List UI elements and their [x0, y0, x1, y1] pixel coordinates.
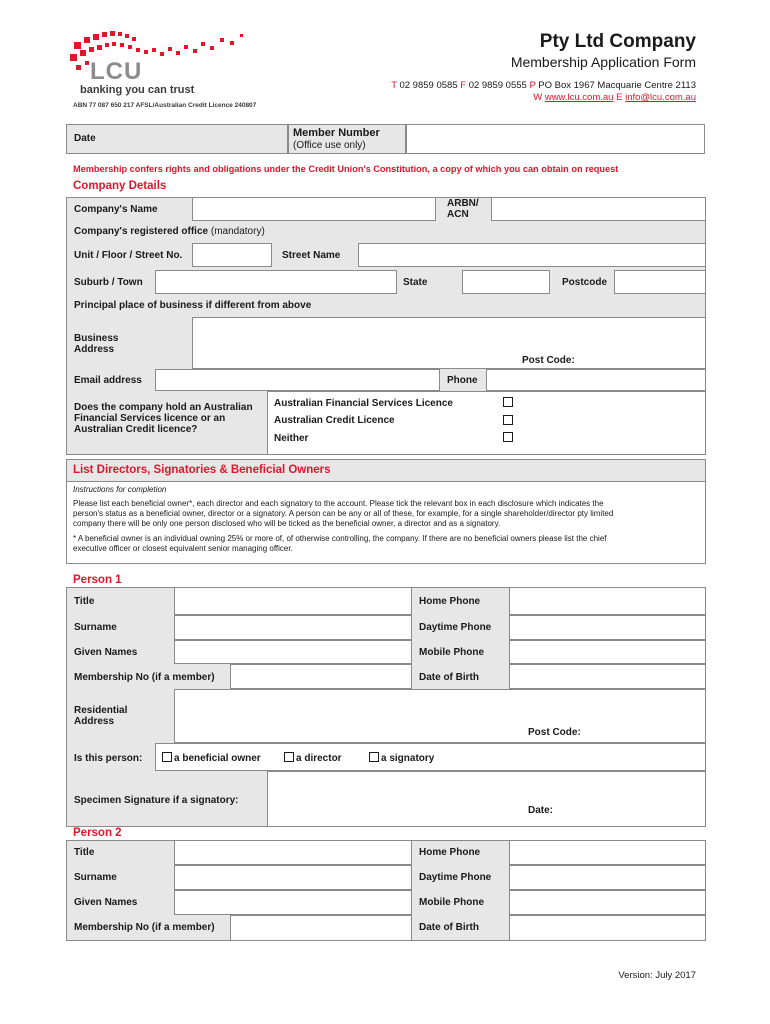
- p1-beneficial-owner-checkbox[interactable]: [162, 752, 172, 762]
- p1-daytime-phone-label: Daytime Phone: [419, 622, 492, 633]
- p2-membership-no-input[interactable]: [230, 915, 412, 941]
- beneficial-note-1: * A beneficial owner is an individual owning 25% or more of, of otherwise controlling, the company. If there are no beneficial owners please list the chief: [73, 534, 607, 543]
- f-label: F: [460, 80, 467, 91]
- email-input[interactable]: [155, 369, 440, 391]
- p1-signatory-checkbox[interactable]: [369, 752, 379, 762]
- company-name-label: Company's Name: [74, 204, 158, 215]
- p1-residential-label-2: Address: [74, 716, 115, 727]
- p1-director-checkbox[interactable]: [284, 752, 294, 762]
- email-link[interactable]: info@lcu.com.au: [625, 92, 696, 103]
- p2-dob-label: Date of Birth: [419, 922, 479, 933]
- postcode-label: Postcode: [562, 277, 608, 288]
- street-label: Street Name: [282, 250, 341, 261]
- licence-question-3: Australian Credit licence?: [74, 424, 198, 435]
- date-label-cell: [66, 124, 288, 154]
- email-label: Email address: [74, 375, 142, 386]
- option-neither-label: Neither: [274, 433, 309, 444]
- form-subtitle: Membership Application Form: [510, 54, 696, 70]
- tagline: banking you can trust: [80, 84, 195, 96]
- p1-given-names-label: Given Names: [74, 647, 138, 658]
- company-details-heading: Company Details: [73, 180, 167, 192]
- website-link[interactable]: www.lcu.com.au: [544, 92, 614, 103]
- postcode-input[interactable]: [614, 270, 706, 294]
- instructions-title: Instructions for completion: [73, 485, 167, 494]
- directors-heading: List Directors, Signatories & Beneficial Owners: [73, 464, 331, 476]
- arbn-label: ARBN/: [447, 198, 479, 209]
- p2-mobile-phone-label: Mobile Phone: [419, 897, 484, 908]
- contact-line-2: [533, 92, 696, 103]
- p1-mobile-phone-label: Mobile Phone: [419, 647, 484, 658]
- p1-daytime-phone-input[interactable]: [509, 615, 706, 640]
- instructions-line-1: Please list each beneficial owner*, each director and each signatory to the account. Please tick the relevant box in each disclosure which indicates the: [73, 499, 604, 508]
- member-number-input[interactable]: [406, 124, 705, 154]
- office-use-label: (Office use only): [293, 140, 366, 151]
- p2-mobile-phone-input[interactable]: [509, 890, 706, 915]
- p2-title-input[interactable]: [174, 840, 412, 865]
- p1-specimen-signature-label: Specimen Signature if a signatory:: [74, 795, 239, 806]
- street-input[interactable]: [358, 243, 706, 267]
- p1-home-phone-label: Home Phone: [419, 596, 481, 607]
- e-label: E: [616, 92, 623, 103]
- acn-label: ACN: [447, 209, 469, 220]
- p2-dob-input[interactable]: [509, 915, 706, 941]
- p2-daytime-phone-label: Daytime Phone: [419, 872, 492, 883]
- afsl-checkbox[interactable]: [503, 397, 513, 407]
- option-afsl-label: Australian Financial Services Licence: [274, 398, 453, 409]
- person-1-heading: Person 1: [73, 574, 122, 586]
- business-post-code-label: Post Code:: [522, 355, 575, 366]
- phone-label: Phone: [447, 375, 478, 386]
- p2-home-phone-input[interactable]: [509, 840, 706, 865]
- p1-post-code-label: Post Code:: [528, 727, 581, 738]
- suburb-input[interactable]: [155, 270, 397, 294]
- registered-office-label: [74, 226, 265, 237]
- postal-address: PO Box 1967 Macquarie Centre 2113: [538, 80, 696, 91]
- p2-membership-no-label: Membership No (if a member): [74, 922, 215, 933]
- p1-is-person-label: Is this person:: [74, 753, 143, 764]
- p1-mobile-phone-input[interactable]: [509, 640, 706, 664]
- p1-residential-label-1: Residential: [74, 705, 128, 716]
- p1-given-names-input[interactable]: [174, 640, 412, 664]
- p2-surname-input[interactable]: [174, 865, 412, 890]
- mandatory-text: (mandatory): [210, 226, 265, 237]
- phone-number: 02 9859 0585: [399, 80, 458, 91]
- p1-signatory-label: a signatory: [381, 753, 435, 764]
- licence-question-1: Does the company hold an Australian: [74, 402, 253, 413]
- logo-dots-icon: [60, 28, 250, 72]
- p1-membership-no-label: Membership No (if a member): [74, 672, 215, 683]
- instructions-line-3: company there will be only one person disclosed who will be ticked as the beneficial owner, a director and as a signatory.: [73, 519, 501, 528]
- licence-question-2: Financial Services licence or an: [74, 413, 226, 424]
- t-label: T: [391, 80, 397, 91]
- state-label: State: [403, 277, 428, 288]
- p1-surname-input[interactable]: [174, 615, 412, 640]
- abn-text: ABN 77 087 650 217 AFSL/Australian Credit Licence 240807: [73, 102, 257, 109]
- p-label: P: [529, 80, 536, 91]
- w-label: W: [533, 92, 543, 103]
- p1-home-phone-input[interactable]: [509, 587, 706, 615]
- membership-notice: Membership confers rights and obligations under the Credit Union's Constitution, a copy of which you can obtain on request: [73, 164, 619, 174]
- p1-surname-label: Surname: [74, 622, 117, 633]
- version-label: Version: July 2017: [618, 970, 696, 981]
- neither-checkbox[interactable]: [503, 432, 513, 442]
- unit-label: Unit / Floor / Street No.: [74, 250, 183, 261]
- beneficial-note-2: executive officer or closest equivalent senior managing officer.: [73, 544, 293, 553]
- logo-text: LCU: [90, 58, 143, 85]
- p1-signature-input[interactable]: [267, 771, 706, 827]
- p2-given-names-label: Given Names: [74, 897, 138, 908]
- p2-home-phone-label: Home Phone: [419, 847, 481, 858]
- p2-surname-label: Surname: [74, 872, 117, 883]
- date-label: Date: [74, 133, 96, 144]
- contact-line-1: [391, 80, 696, 91]
- p1-residential-address-input[interactable]: [174, 689, 706, 743]
- member-number-label: Member Number: [293, 127, 380, 139]
- p2-given-names-input[interactable]: [174, 890, 412, 915]
- p1-signature-date-label: Date:: [528, 805, 554, 816]
- suburb-label: Suburb / Town: [74, 277, 143, 288]
- acl-checkbox[interactable]: [503, 415, 513, 425]
- p1-title-label: Title: [74, 596, 95, 607]
- registered-office-text: Company's registered office: [74, 226, 209, 237]
- fax-number: 02 9859 0555: [468, 80, 527, 91]
- principal-place-label: Principal place of business if different from above: [74, 300, 312, 311]
- state-input[interactable]: [462, 270, 550, 294]
- unit-input[interactable]: [192, 243, 272, 267]
- business-address-input[interactable]: [192, 317, 706, 369]
- instructions-line-2: person's status as a beneficial owner, director or a signatory. A person can be any or all of these, for example, for a single shareholder/director pty limited: [73, 509, 614, 518]
- phone-input[interactable]: [486, 369, 706, 391]
- option-acl-label: Australian Credit Licence: [274, 415, 395, 426]
- p1-dob-input[interactable]: [509, 664, 706, 689]
- p1-title-input[interactable]: [174, 587, 412, 615]
- business-address-label-2: Address: [74, 344, 115, 355]
- business-address-label-1: Business: [74, 333, 119, 344]
- p1-director-label: a director: [296, 753, 342, 764]
- p1-membership-no-input[interactable]: [230, 664, 412, 689]
- company-name-input[interactable]: [192, 197, 436, 221]
- p1-beneficial-owner-label: a beneficial owner: [174, 753, 261, 764]
- p2-daytime-phone-input[interactable]: [509, 865, 706, 890]
- arbn-acn-input[interactable]: [491, 197, 706, 221]
- page-title: Pty Ltd Company: [539, 31, 696, 52]
- p1-dob-label: Date of Birth: [419, 672, 479, 683]
- p2-title-label: Title: [74, 847, 95, 858]
- person-2-heading: Person 2: [73, 827, 122, 839]
